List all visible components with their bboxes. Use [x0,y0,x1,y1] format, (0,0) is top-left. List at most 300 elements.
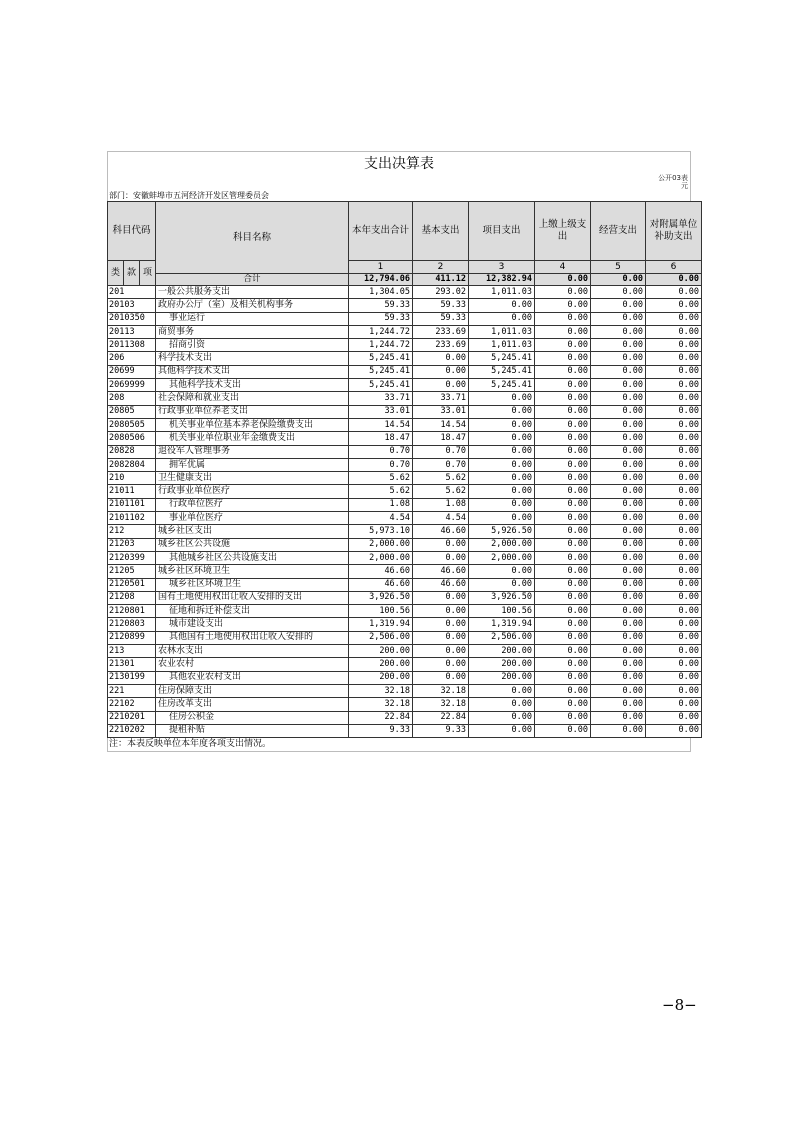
amount-cell: 0.00 [535,684,591,697]
amount-cell: 0.00 [535,405,591,418]
amount-cell: 0.00 [535,565,591,578]
amount-cell: 0.00 [413,538,469,551]
amount-cell: 0.00 [591,618,646,631]
amount-cell: 0.00 [591,379,646,392]
amount-cell: 0.00 [413,352,469,365]
col-number: 1 [349,261,413,274]
subject-name: 征地和拆迁补偿支出 [156,605,349,618]
amount-cell: 0.00 [591,591,646,604]
header-lei: 类 [108,261,124,286]
amount-cell: 2,506.00 [469,631,535,644]
amount-cell: 0.00 [591,485,646,498]
amount-cell: 33.01 [349,405,413,418]
amount-cell: 46.60 [349,565,413,578]
subject-name: 其他科学技术支出 [156,365,349,378]
unit-label: 元 [681,182,688,190]
amount-cell: 0.00 [535,711,591,724]
table-row [108,352,702,365]
amount-cell: 0.00 [535,698,591,711]
amount-cell: 0.00 [469,565,535,578]
amount-cell: 46.60 [413,565,469,578]
amount-cell: 1,319.94 [469,618,535,631]
total-value: 12,382.94 [469,274,535,286]
table-row [108,605,702,618]
subject-code: 20805 [108,405,156,418]
table-row [108,591,702,604]
amount-cell: 0.00 [535,551,591,564]
amount-cell: 1.08 [413,498,469,511]
amount-cell: 0.00 [469,458,535,471]
table-row [108,684,702,697]
amount-cell: 0.00 [535,538,591,551]
subject-code: 213 [108,645,156,658]
amount-cell: 0.00 [646,671,702,684]
subject-code: 21011 [108,485,156,498]
amount-cell: 0.00 [535,512,591,525]
amount-cell: 0.00 [469,432,535,445]
amount-cell: 0.00 [591,551,646,564]
amount-cell: 0.00 [646,325,702,338]
subject-name: 行政单位医疗 [156,498,349,511]
total-row [108,274,702,286]
amount-cell: 293.02 [413,286,469,299]
subject-code: 2082804 [108,458,156,471]
amount-cell: 22.84 [413,711,469,724]
amount-cell: 0.00 [413,631,469,644]
subject-code: 2120899 [108,631,156,644]
table-row [108,658,702,671]
header-col2: 基本支出 [413,202,469,261]
amount-cell: 200.00 [469,658,535,671]
amount-cell: 5,926.50 [469,525,535,538]
subject-code: 2101102 [108,512,156,525]
amount-cell: 0.00 [469,392,535,405]
subject-code: 201 [108,286,156,299]
amount-cell: 100.56 [469,605,535,618]
amount-cell: 0.00 [413,671,469,684]
subject-name: 城乡社区环境卫生 [156,578,349,591]
subject-code: 206 [108,352,156,365]
table-row [108,392,702,405]
amount-cell: 0.00 [646,512,702,525]
amount-cell: 5,245.41 [469,365,535,378]
subject-code: 20828 [108,445,156,458]
table-row [108,379,702,392]
subject-name: 科学技术支出 [156,352,349,365]
amount-cell: 0.00 [591,445,646,458]
amount-cell: 2,506.00 [349,631,413,644]
col-number: 4 [535,261,591,274]
amount-cell: 200.00 [349,645,413,658]
amount-cell: 0.00 [535,432,591,445]
subject-name: 提租补贴 [156,724,349,737]
amount-cell: 0.00 [535,286,591,299]
amount-cell: 0.00 [535,485,591,498]
amount-cell: 0.00 [535,605,591,618]
amount-cell: 0.00 [535,458,591,471]
subject-code: 21203 [108,538,156,551]
amount-cell: 9.33 [413,724,469,737]
subject-name: 商贸事务 [156,325,349,338]
table-row [108,711,702,724]
table-row [108,365,702,378]
subject-code: 208 [108,392,156,405]
amount-cell: 0.00 [646,591,702,604]
amount-cell: 0.00 [413,591,469,604]
subject-code: 2101101 [108,498,156,511]
amount-cell: 0.00 [646,365,702,378]
amount-cell: 1,244.72 [349,339,413,352]
table-row [108,525,702,538]
amount-cell: 1,011.03 [469,325,535,338]
subject-code: 2010350 [108,312,156,325]
amount-cell: 0.00 [591,312,646,325]
amount-cell: 200.00 [469,671,535,684]
subject-code: 2210202 [108,724,156,737]
amount-cell: 0.00 [591,578,646,591]
amount-cell: 0.00 [591,365,646,378]
subject-name: 其他城乡社区公共设施支出 [156,551,349,564]
amount-cell: 2,000.00 [469,551,535,564]
amount-cell: 0.00 [535,339,591,352]
amount-cell: 0.00 [535,352,591,365]
total-value: 0.00 [646,274,702,286]
subject-name: 政府办公厅（室）及相关机构事务 [156,299,349,312]
subject-code: 20113 [108,325,156,338]
amount-cell: 0.00 [591,671,646,684]
amount-cell: 0.00 [591,645,646,658]
header-code: 科目代码 [108,202,156,261]
amount-cell: 46.60 [413,578,469,591]
form-code: 公开03表 [658,174,688,182]
amount-cell: 0.00 [646,684,702,697]
department-label: 部门：安徽蚌埠市五河经济开发区管理委员会 [107,190,691,201]
subject-code: 2080505 [108,418,156,431]
amount-cell: 100.56 [349,605,413,618]
amount-cell: 0.00 [413,551,469,564]
header-col5: 经营支出 [591,202,646,261]
form-number-row [107,174,691,190]
amount-cell: 2,000.00 [349,538,413,551]
amount-cell: 2,000.00 [469,538,535,551]
amount-cell: 59.33 [349,312,413,325]
amount-cell: 0.00 [646,445,702,458]
amount-cell: 0.70 [349,458,413,471]
amount-cell: 0.00 [535,312,591,325]
subject-name: 城乡社区支出 [156,525,349,538]
table-row [108,631,702,644]
amount-cell: 0.00 [469,512,535,525]
table-row [108,565,702,578]
form-number [658,174,688,190]
amount-cell: 0.00 [646,578,702,591]
amount-cell: 59.33 [413,299,469,312]
header-col1: 本年支出合计 [349,202,413,261]
table-title: 支出决算表 [107,151,691,174]
subject-code: 221 [108,684,156,697]
subject-code: 212 [108,525,156,538]
amount-cell: 9.33 [349,724,413,737]
amount-cell: 0.00 [591,658,646,671]
amount-cell: 200.00 [469,645,535,658]
amount-cell: 0.70 [413,445,469,458]
amount-cell: 0.00 [591,525,646,538]
table-row [108,405,702,418]
amount-cell: 0.00 [413,605,469,618]
amount-cell: 0.00 [535,671,591,684]
amount-cell: 0.70 [413,458,469,471]
subject-name: 卫生健康支出 [156,472,349,485]
amount-cell: 0.00 [646,724,702,737]
amount-cell: 18.47 [349,432,413,445]
amount-cell: 4.54 [413,512,469,525]
amount-cell: 0.00 [591,432,646,445]
amount-cell: 0.00 [469,445,535,458]
table-row [108,724,702,737]
amount-cell: 5.62 [349,485,413,498]
amount-cell: 18.47 [413,432,469,445]
amount-cell: 1.08 [349,498,413,511]
amount-cell: 0.00 [469,498,535,511]
table-row [108,538,702,551]
amount-cell: 0.70 [349,445,413,458]
amount-cell: 0.00 [646,392,702,405]
amount-cell: 0.00 [646,379,702,392]
amount-cell: 0.00 [535,299,591,312]
amount-cell: 0.00 [469,711,535,724]
amount-cell: 0.00 [535,325,591,338]
amount-cell: 0.00 [646,485,702,498]
amount-cell: 0.00 [535,365,591,378]
subject-code: 21301 [108,658,156,671]
amount-cell: 0.00 [469,418,535,431]
amount-cell: 0.00 [413,658,469,671]
amount-cell: 59.33 [413,312,469,325]
amount-cell: 4.54 [349,512,413,525]
subject-code: 2130199 [108,671,156,684]
table-row [108,299,702,312]
amount-cell: 1,319.94 [349,618,413,631]
amount-cell: 233.69 [413,325,469,338]
amount-cell: 0.00 [646,711,702,724]
amount-cell: 0.00 [646,565,702,578]
amount-cell: 5,973.10 [349,525,413,538]
amount-cell: 0.00 [591,392,646,405]
amount-cell: 0.00 [646,299,702,312]
amount-cell: 0.00 [591,458,646,471]
subject-name: 行政事业单位医疗 [156,485,349,498]
col-number: 6 [646,261,702,274]
amount-cell: 0.00 [646,605,702,618]
amount-cell: 0.00 [535,418,591,431]
subject-name: 住房改革支出 [156,698,349,711]
amount-cell: 0.00 [646,698,702,711]
amount-cell: 0.00 [591,605,646,618]
amount-cell: 0.00 [469,578,535,591]
amount-cell: 32.18 [349,698,413,711]
subject-name: 城乡社区环境卫生 [156,565,349,578]
amount-cell: 14.54 [349,418,413,431]
subject-name: 机关事业单位职业年金缴费支出 [156,432,349,445]
amount-cell: 0.00 [646,339,702,352]
table-row [108,578,702,591]
amount-cell: 0.00 [535,472,591,485]
amount-cell: 0.00 [646,551,702,564]
amount-cell: 0.00 [591,498,646,511]
amount-cell: 5,245.41 [469,379,535,392]
amount-cell: 14.54 [413,418,469,431]
table-row [108,325,702,338]
subject-name: 事业运行 [156,312,349,325]
header-kuan: 款 [124,261,140,286]
amount-cell: 0.00 [646,458,702,471]
total-label: 合计 [156,274,349,286]
amount-cell: 0.00 [646,405,702,418]
subject-name: 退役军人管理事务 [156,445,349,458]
amount-cell: 0.00 [646,352,702,365]
amount-cell: 0.00 [535,658,591,671]
table-row [108,472,702,485]
amount-cell: 0.00 [591,711,646,724]
amount-cell: 46.60 [413,525,469,538]
amount-cell: 0.00 [469,724,535,737]
amount-cell: 0.00 [535,392,591,405]
header-col6: 对附属单位补助支出 [646,202,702,261]
subject-code: 2120501 [108,578,156,591]
amount-cell: 0.00 [591,339,646,352]
table-row [108,458,702,471]
table-row [108,671,702,684]
amount-cell: 0.00 [646,312,702,325]
header-xiang: 项 [140,261,156,286]
table-row [108,512,702,525]
subject-name: 城乡社区公共设施 [156,538,349,551]
amount-cell: 0.00 [646,618,702,631]
amount-cell: 0.00 [535,618,591,631]
amount-cell: 0.00 [469,472,535,485]
amount-cell: 32.18 [413,684,469,697]
amount-cell: 5.62 [413,485,469,498]
amount-cell: 0.00 [469,405,535,418]
subject-code: 22102 [108,698,156,711]
amount-cell: 22.84 [349,711,413,724]
amount-cell: 0.00 [591,472,646,485]
amount-cell: 5.62 [349,472,413,485]
header-col4: 上缴上级支出 [535,202,591,261]
total-value: 12,794.06 [349,274,413,286]
amount-cell: 200.00 [349,671,413,684]
subject-name: 一般公共服务支出 [156,286,349,299]
subject-name: 事业单位医疗 [156,512,349,525]
table-row [108,618,702,631]
amount-cell: 0.00 [469,485,535,498]
amount-cell: 0.00 [646,658,702,671]
amount-cell: 0.00 [469,684,535,697]
table-row [108,645,702,658]
total-value: 0.00 [591,274,646,286]
amount-cell: 0.00 [535,498,591,511]
header-col3: 项目支出 [469,202,535,261]
table-row [108,551,702,564]
amount-cell: 233.69 [413,339,469,352]
amount-cell: 0.00 [535,724,591,737]
expenditure-sheet [107,151,700,752]
header-row [108,202,702,261]
col-number: 2 [413,261,469,274]
subject-name: 其他科学技术支出 [156,379,349,392]
amount-cell: 5,245.41 [469,352,535,365]
amount-cell: 3,926.50 [349,591,413,604]
subject-code: 2210201 [108,711,156,724]
amount-cell: 46.60 [349,578,413,591]
amount-cell: 1,011.03 [469,339,535,352]
amount-cell: 0.00 [535,631,591,644]
subject-name: 行政事业单位养老支出 [156,405,349,418]
amount-cell: 0.00 [591,352,646,365]
subject-code: 2011308 [108,339,156,352]
amount-cell: 0.00 [646,418,702,431]
subject-name: 农业农村 [156,658,349,671]
subject-name: 住房公积金 [156,711,349,724]
amount-cell: 3,926.50 [469,591,535,604]
table-row [108,312,702,325]
subject-name: 其他农业农村支出 [156,671,349,684]
amount-cell: 1,304.05 [349,286,413,299]
amount-cell: 0.00 [591,631,646,644]
amount-cell: 0.00 [646,525,702,538]
subject-name: 国有土地使用权出让收入安排的支出 [156,591,349,604]
subject-name: 城市建设支出 [156,618,349,631]
total-value: 411.12 [413,274,469,286]
page-number: −8− [662,996,697,1014]
subject-name: 拥军优属 [156,458,349,471]
amount-cell: 0.00 [469,698,535,711]
amount-cell: 0.00 [535,525,591,538]
subject-name: 社会保障和就业支出 [156,392,349,405]
subject-code: 21205 [108,565,156,578]
amount-cell: 0.00 [646,286,702,299]
amount-cell: 5,245.41 [349,379,413,392]
amount-cell: 0.00 [591,512,646,525]
amount-cell: 5,245.41 [349,352,413,365]
amount-cell: 2,000.00 [349,551,413,564]
amount-cell: 1,011.03 [469,286,535,299]
table-row [108,498,702,511]
subject-name: 机关事业单位基本养老保险缴费支出 [156,418,349,431]
amount-cell: 0.00 [646,538,702,551]
amount-cell: 5.62 [413,472,469,485]
amount-cell: 32.18 [349,684,413,697]
table-row [108,485,702,498]
amount-cell: 1,244.72 [349,325,413,338]
subject-name: 招商引资 [156,339,349,352]
amount-cell: 0.00 [535,379,591,392]
table-row [108,418,702,431]
expenditure-table [107,201,702,738]
subject-code: 2069999 [108,379,156,392]
subject-name: 住房保障支出 [156,684,349,697]
amount-cell: 0.00 [646,498,702,511]
amount-cell: 0.00 [591,684,646,697]
amount-cell: 0.00 [646,645,702,658]
subject-code: 21208 [108,591,156,604]
table-row [108,339,702,352]
amount-cell: 0.00 [591,724,646,737]
amount-cell: 0.00 [591,325,646,338]
table-row [108,698,702,711]
header-name: 科目名称 [156,202,349,274]
amount-cell: 0.00 [591,405,646,418]
